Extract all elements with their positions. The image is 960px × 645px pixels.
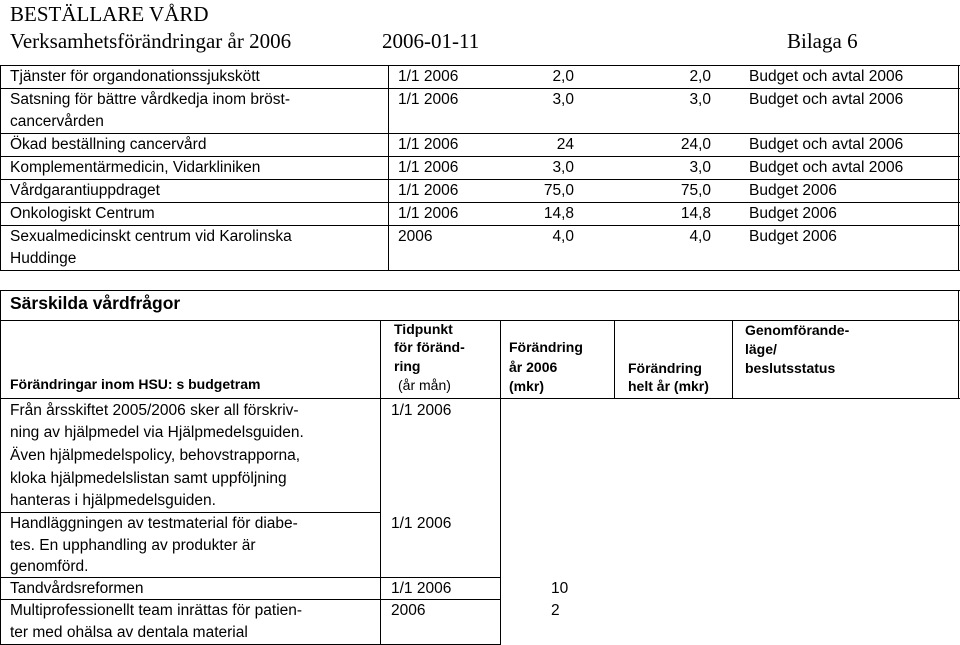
- header-line: Tidpunkt: [394, 321, 453, 337]
- row-text: ning av hjälpmedel via Hjälpmedelsguiden.: [10, 424, 304, 441]
- service-change-2006: 75,0: [543, 182, 574, 199]
- service-change-2006: 3,0: [552, 159, 574, 176]
- service-time: 1/1 2006: [398, 68, 459, 85]
- row-text: Även hjälpmedelspolicy, behovstrapporna,: [10, 447, 301, 464]
- row-text: Multiprofessionellt team inrättas för patien-: [10, 602, 303, 619]
- service-name: Onkologiskt Centrum: [10, 205, 155, 222]
- service-change-full: 3,0: [689, 159, 711, 176]
- service-name-cont: cancervården: [10, 113, 104, 130]
- service-change-full: 14,8: [680, 205, 711, 222]
- service-change-full: 4,0: [689, 228, 711, 245]
- header-line: (år mån): [398, 377, 451, 393]
- row-text: ter med ohälsa av dentala material: [10, 624, 248, 641]
- table-rule: [0, 270, 960, 271]
- header-line: för föränd-: [394, 339, 465, 355]
- service-status: Budget och avtal 2006: [749, 68, 904, 85]
- table-rule: [0, 65, 1, 270]
- header-line: Förändring: [509, 339, 583, 355]
- header-line: helt år (mkr): [628, 378, 709, 394]
- row-time: 1/1 2006: [391, 580, 452, 597]
- table-rule: [380, 320, 381, 645]
- header-line: läge/: [745, 341, 777, 357]
- service-time: 1/1 2006: [398, 136, 459, 153]
- service-change-2006: 3,0: [552, 91, 574, 108]
- service-name-cont: Huddinge: [10, 250, 77, 267]
- table-rule: [388, 65, 389, 270]
- service-change-2006: 14,8: [543, 205, 574, 222]
- table-rule: [0, 290, 1, 645]
- service-change-full: 75,0: [680, 182, 711, 199]
- table-rule: [0, 398, 960, 399]
- service-change-2006: 2,0: [552, 68, 574, 85]
- appendix-label: Bilaga 6: [787, 29, 858, 53]
- service-change-full: 24,0: [680, 136, 711, 153]
- row-text: tes. En upphandling av produkter är: [10, 537, 256, 554]
- table-rule: [958, 65, 959, 270]
- service-time: 1/1 2006: [398, 182, 459, 199]
- service-name: Satsning för bättre vårdkedja inom bröst-: [10, 91, 290, 108]
- service-time: 2006: [398, 228, 433, 245]
- header-line: Förändring: [628, 360, 702, 376]
- row-text: hanteras i hjälpmedelsguiden.: [10, 492, 216, 509]
- header-line: (mkr): [509, 378, 545, 394]
- document-title: BESTÄLLARE VÅRD: [10, 2, 209, 26]
- service-time: 1/1 2006: [398, 205, 459, 222]
- service-change-2006: 24: [556, 136, 574, 153]
- service-time: 1/1 2006: [398, 159, 459, 176]
- header-line: ring: [394, 358, 421, 374]
- service-change-full: 3,0: [689, 91, 711, 108]
- service-change-2006: 4,0: [552, 228, 574, 245]
- service-name: Sexualmedicinskt centrum vid Karolinska: [10, 228, 292, 245]
- header-line: år 2006: [509, 359, 558, 375]
- header-line: Genomförande-: [745, 322, 850, 338]
- service-status: Budget 2006: [749, 228, 837, 245]
- document-subtitle: Verksamhetsförändringar år 2006: [10, 29, 292, 53]
- service-name: Ökad beställning cancervård: [10, 136, 207, 153]
- row-time: 1/1 2006: [391, 515, 452, 532]
- service-time: 1/1 2006: [398, 91, 459, 108]
- document-date: 2006-01-11: [382, 29, 480, 53]
- table-rule: [732, 320, 733, 398]
- row-text: genomförd.: [10, 558, 89, 575]
- row-text: kloka hjälpmedelslistan samt uppföljning: [10, 470, 287, 487]
- row-time: 1/1 2006: [391, 402, 452, 419]
- row-text: Handläggningen av testmaterial för diabe-: [10, 515, 298, 532]
- table-rule: [958, 290, 959, 398]
- table-rule: [500, 320, 501, 645]
- row-text: Från årsskiftet 2005/2006 sker all förskriv-: [10, 402, 299, 419]
- service-status: Budget 2006: [749, 182, 837, 199]
- service-status: Budget och avtal 2006: [749, 136, 904, 153]
- service-name: Tjänster för organdonationssjukskött: [10, 68, 260, 85]
- service-status: Budget 2006: [749, 205, 837, 222]
- service-name: Vårdgarantiuppdraget: [10, 182, 160, 199]
- table-rule: [0, 290, 960, 291]
- row-change-2006: 2: [551, 602, 560, 619]
- table-rule: [614, 320, 615, 398]
- column-header-description: Förändringar inom HSU: s budgetram: [10, 376, 261, 392]
- service-status: Budget och avtal 2006: [749, 91, 904, 108]
- table-rule: [0, 320, 960, 321]
- row-time: 2006: [391, 602, 426, 619]
- section-title: Särskilda vårdfrågor: [10, 293, 181, 313]
- header-line: beslutsstatus: [745, 360, 836, 376]
- row-change-2006: 10: [551, 580, 569, 597]
- row-text: Tandvårdsreformen: [10, 580, 144, 597]
- service-name: Komplementärmedicin, Vidarkliniken: [10, 159, 261, 176]
- service-change-full: 2,0: [689, 68, 711, 85]
- service-status: Budget och avtal 2006: [749, 159, 904, 176]
